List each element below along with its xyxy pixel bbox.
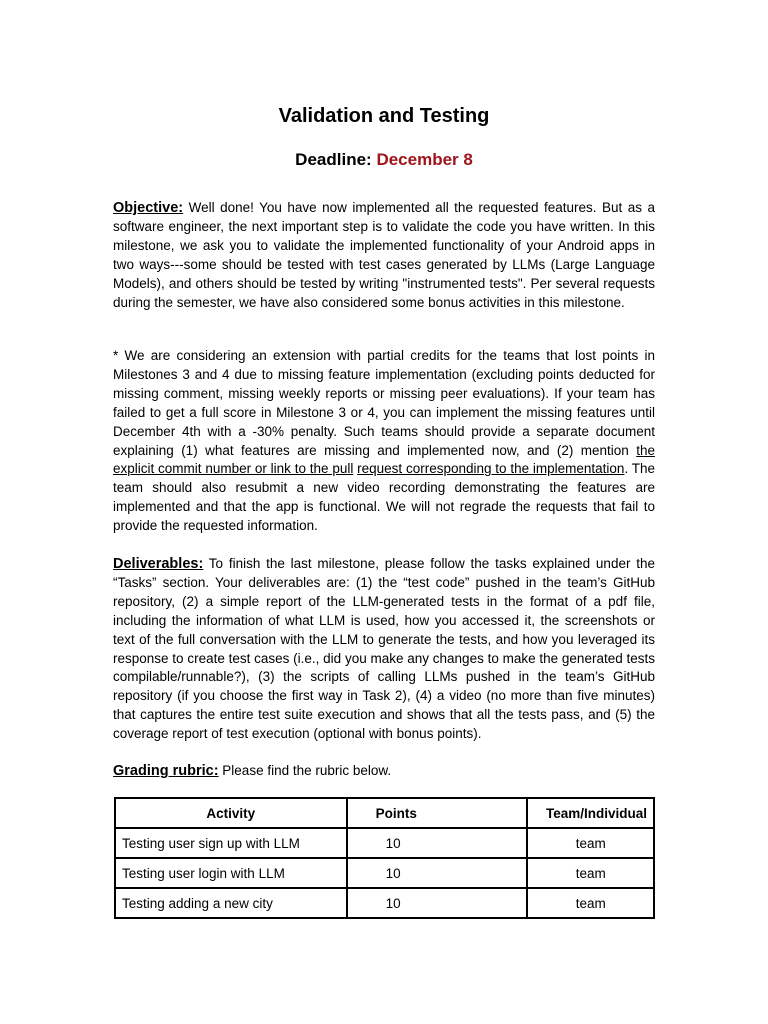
table-header-row (115, 798, 654, 828)
grading-text: Please find the rubric below. (218, 763, 392, 778)
objective-text: Well done! You have now implemented all the requested features. But as a software engineer, the next important step is to validate the code you have written. In this milestone, we ask you to validate the implemented functionality of your Android apps in two ways---some should be tested with test cases generated by LLMs (Large Language Models), and others should be tested by writing "instrumented tests". Per several requests during the semester, we have also considered some bonus activities in this milestone. (113, 200, 655, 310)
column-header-team-individual: Team/Individual (527, 798, 654, 828)
activity-cell: Testing user sign up with LLM (115, 828, 347, 858)
points-cell: 10 (347, 828, 528, 858)
note-text-before: * We are considering an extension with partial credits for the teams that lost points in Milestones 3 and 4 due to missing feature implementation (excluding points deducted for missing comment, missing weekly reports or missing peer evaluations). If your team has failed to get a full score in Milestone 3 or 4, you can implement the missing features until December 4th with a -30% penalty. Such teams should provide a separate document explaining (1) what features are missing and implemented now, and (2) mention (113, 348, 655, 458)
points-cell: 10 (347, 888, 528, 918)
objective-paragraph (113, 199, 655, 312)
table-row (115, 828, 654, 858)
activity-cell: Testing user login with LLM (115, 858, 347, 888)
deadline-line (0, 148, 768, 172)
column-header-activity: Activity (115, 798, 347, 828)
team-cell: team (527, 828, 654, 858)
deliverables-paragraph (113, 555, 655, 744)
grading-paragraph (113, 762, 655, 781)
note-underlined-request: request corresponding to the implementation (357, 461, 625, 477)
activity-cell: Testing adding a new city (115, 888, 347, 918)
extension-note-paragraph (113, 347, 655, 536)
rubric-table (114, 797, 655, 919)
table-row (115, 858, 654, 888)
deliverables-heading: Deliverables: (113, 556, 204, 572)
deadline-label: Deadline: (295, 150, 372, 169)
table-row (115, 888, 654, 918)
note-text-after: . The team should also resubmit a new video recording demonstrating the features are implemented and that the app is functional. We will not regrade the requests that fail to provide the requested information. (113, 461, 655, 534)
grading-heading: Grading rubric: (113, 763, 219, 779)
note-underlined-commit: the explicit commit number or link to the pull (113, 442, 655, 477)
column-header-points: Points (347, 798, 528, 828)
team-cell: team (527, 858, 654, 888)
page-title: Validation and Testing (278, 105, 490, 127)
points-cell: 10 (347, 858, 528, 888)
deadline-date: December 8 (376, 150, 473, 169)
deliverables-text: To finish the last milestone, please follow the tasks explained under the “Tasks” section. Your deliverables are: (1) the “test code” pushed in the team’s GitHub repository, (2) a simple report of the LLM-generated tests in the format of a pdf file, including the information of what LLM is used, how you accessed it, the screenshots or text of the full conversation with the LLM to generate the tests, and how you leveraged its response to create test cases (i.e., did you make any changes to make the generated tests compilable/runnable?), (3) the scripts of calling LLMs pushed in the team’s GitHub repository (if you choose the first way in Task 2), (4) a video (no more than five minutes) that captures the entire test suite execution and shows that all the tests pass, and (5) the coverage report of test execution (optional with bonus points). (113, 556, 655, 742)
team-cell: team (527, 888, 654, 918)
objective-heading: Objective: (113, 200, 184, 216)
